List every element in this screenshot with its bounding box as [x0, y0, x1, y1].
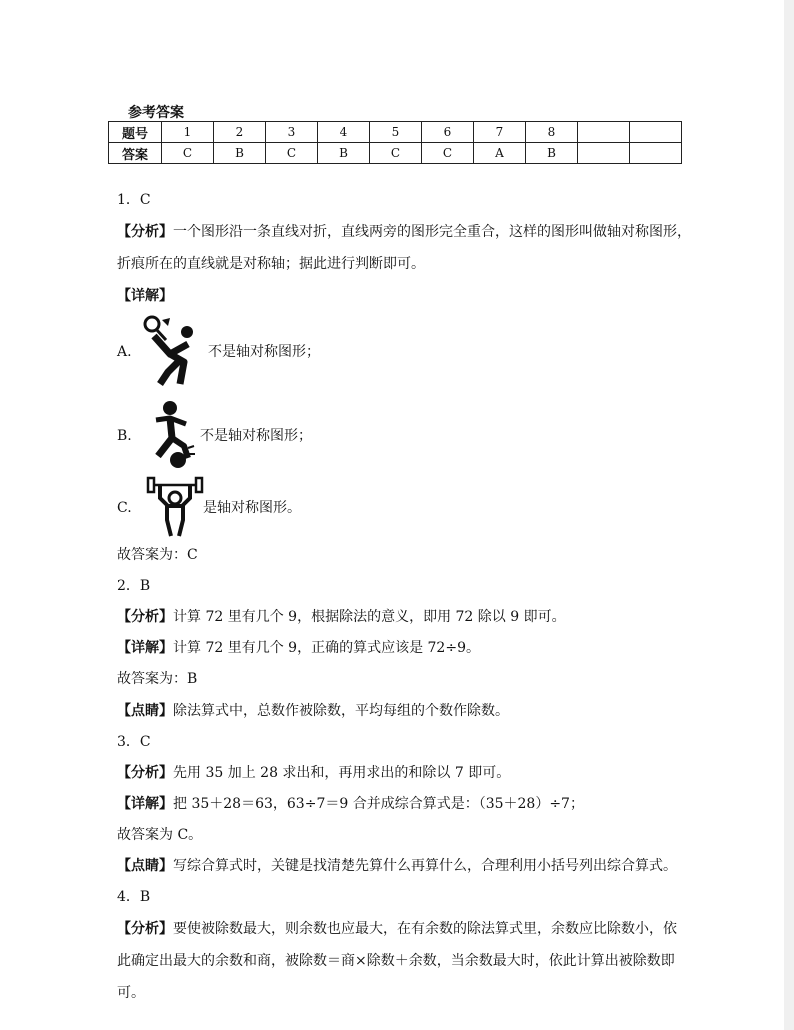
comment-text: 除法算式中，总数作被除数，平均每组的个数作除数。 — [173, 703, 509, 719]
analysis-tag: 【分析】 — [117, 609, 173, 625]
answer-table-answer-row — [109, 143, 682, 164]
option-b-text: 不是轴对称图形； — [200, 428, 312, 444]
option-c-label: C. — [117, 500, 132, 516]
table-cell: 8 — [526, 122, 578, 143]
badminton-player-icon — [140, 314, 204, 388]
table-cell — [630, 143, 682, 164]
analysis-text: 要使被除数最大，则余数也应最大，在有余数的除法算式里，余数应比除数小，依 — [173, 921, 677, 937]
table-cell: 6 — [422, 122, 474, 143]
q2-comment — [117, 701, 509, 721]
table-cell: C — [266, 143, 318, 164]
analysis-text: 先用 35 加上 28 求出和，再用求出的和除以 7 即可。 — [173, 765, 511, 781]
detail-tag: 【详解】 — [117, 796, 173, 812]
detail-tag: 【详解】 — [117, 640, 173, 656]
section-title: 参考答案 — [128, 105, 184, 121]
soccer-player-icon — [148, 398, 200, 470]
q4-analysis-cont: 此确定出最大的余数和商，被除数＝商×除数＋余数，当余数最大时，依此计算出被除数即 — [117, 953, 675, 969]
q3-conclusion: 故答案为 C。 — [117, 827, 203, 843]
q2-detail — [117, 638, 480, 658]
q3-heading: 3．C — [117, 734, 151, 750]
q1-analysis-cont: 折痕所在的直线就是对称轴；据此进行判断即可。 — [117, 256, 425, 272]
analysis-tag: 【分析】 — [117, 921, 173, 937]
table-cell: C — [370, 143, 422, 164]
table-cell: 7 — [474, 122, 526, 143]
table-cell — [578, 143, 630, 164]
q3-analysis — [117, 763, 510, 783]
q3-comment — [117, 856, 677, 876]
analysis-text: 一个图形沿一条直线对折，直线两旁的图形完全重合，这样的图形叫做轴对称图形， — [173, 224, 691, 240]
analysis-text: 计算 72 里有几个 9，根据除法的意义，即用 72 除以 9 即可。 — [173, 609, 566, 625]
table-cell — [630, 122, 682, 143]
q1-conclusion: 故答案为：C — [117, 547, 198, 563]
table-cell: C — [162, 143, 214, 164]
answer-table — [108, 121, 682, 164]
table-cell: B — [526, 143, 578, 164]
comment-tag: 【点睛】 — [117, 703, 173, 719]
option-b-label: B. — [117, 428, 132, 444]
option-c-text: 是轴对称图形。 — [203, 500, 301, 516]
table-cell: 5 — [370, 122, 422, 143]
q1-heading: 1．C — [117, 192, 151, 208]
q4-analysis — [117, 919, 677, 939]
scrollbar[interactable] — [784, 0, 794, 1030]
table-cell: 4 — [318, 122, 370, 143]
option-a-label: A. — [117, 344, 132, 360]
q2-heading: 2．B — [117, 578, 151, 594]
q1-analysis — [117, 222, 691, 242]
option-a-text: 不是轴对称图形； — [208, 344, 320, 360]
weightlifter-icon — [146, 476, 204, 538]
q2-analysis — [117, 607, 566, 627]
analysis-tag: 【分析】 — [117, 224, 173, 240]
table-cell: 1 — [162, 122, 214, 143]
analysis-tag: 【分析】 — [117, 765, 173, 781]
table-cell: A — [474, 143, 526, 164]
answer-table-number-row — [109, 122, 682, 143]
table-cell: B — [318, 143, 370, 164]
q4-heading: 4．B — [117, 889, 151, 905]
q2-conclusion: 故答案为：B — [117, 671, 198, 687]
q1-detail-tag — [117, 286, 173, 306]
table-cell: 3 — [266, 122, 318, 143]
table-cell: B — [214, 143, 266, 164]
detail-text: 把 35＋28＝63，63÷7＝9 合并成综合算式是：（35＋28）÷7； — [173, 796, 584, 812]
detail-text: 计算 72 里有几个 9，正确的算式应该是 72÷9。 — [173, 640, 480, 656]
comment-text: 写综合算式时，关键是找清楚先算什么再算什么，合理利用小括号列出综合算式。 — [173, 858, 677, 874]
detail-tag: 【详解】 — [117, 288, 173, 304]
table-row-label: 题号 — [109, 122, 162, 143]
table-cell: 2 — [214, 122, 266, 143]
table-cell — [578, 122, 630, 143]
q4-analysis-end: 可。 — [117, 985, 145, 1001]
q3-detail — [117, 794, 584, 814]
comment-tag: 【点睛】 — [117, 858, 173, 874]
table-row-label: 答案 — [109, 143, 162, 164]
table-cell: C — [422, 143, 474, 164]
